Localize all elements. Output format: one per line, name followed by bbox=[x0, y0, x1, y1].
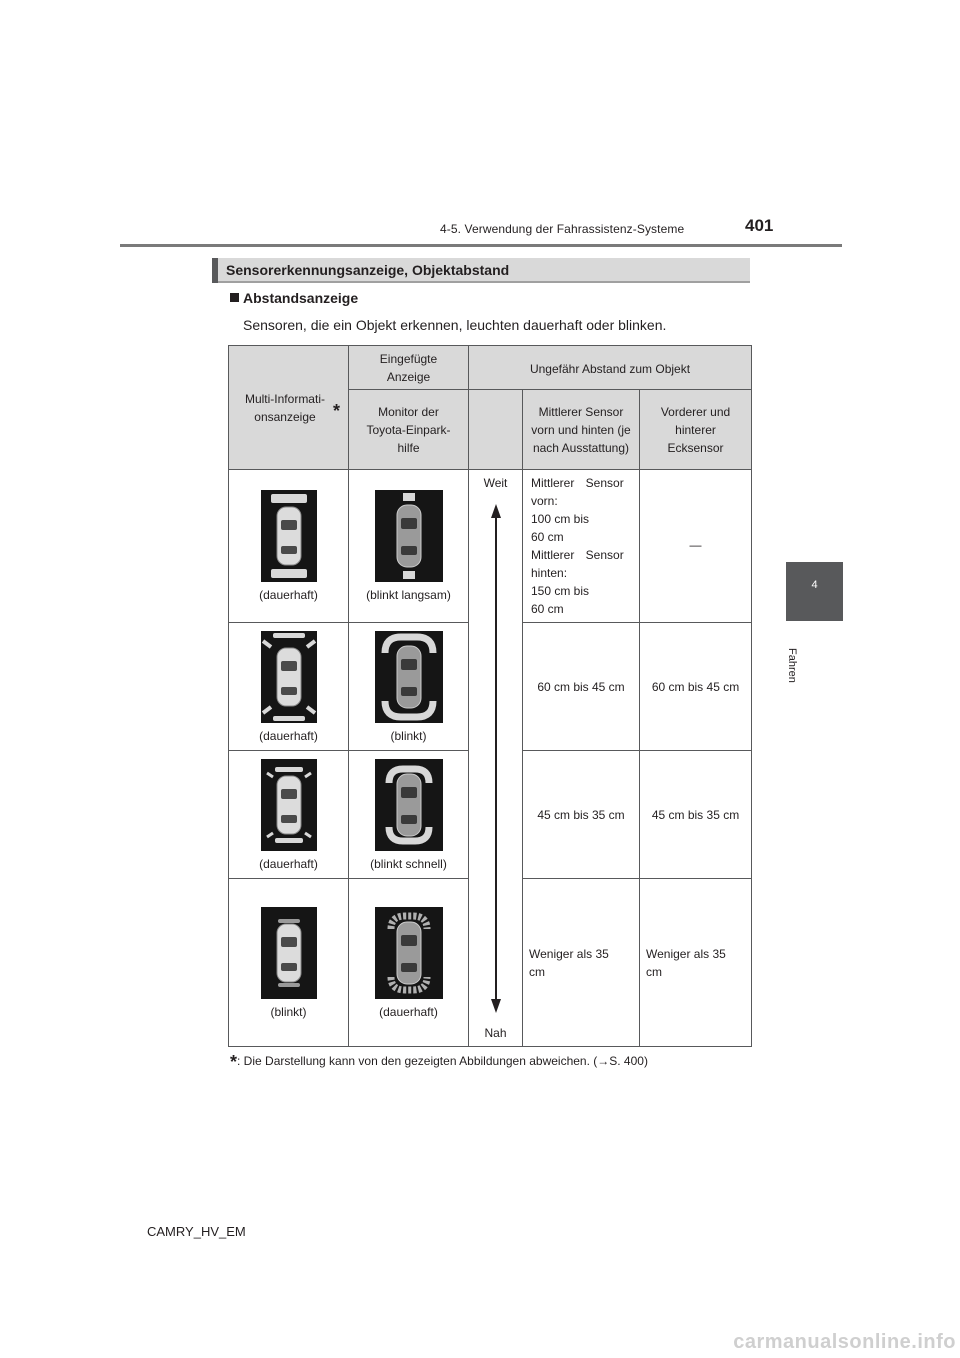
center-line: 150 cm bis bbox=[531, 584, 590, 598]
corner-sensor-cell bbox=[640, 470, 752, 623]
center-line-text: Mittlerer Sensor bbox=[531, 548, 624, 562]
monitor-cell bbox=[349, 623, 469, 751]
distance-arrow-cell bbox=[469, 470, 523, 1047]
center-sensor-cell bbox=[523, 879, 640, 1047]
monitor-cell bbox=[349, 470, 469, 623]
footnote-mark: * bbox=[230, 1052, 238, 1072]
header-rule bbox=[120, 244, 842, 247]
multi-info-cell bbox=[229, 751, 349, 879]
corner-sensor-value: 60 cm bis 45 cm bbox=[651, 679, 740, 694]
multi-info-cell bbox=[229, 879, 349, 1047]
header-arrow-spacer bbox=[469, 390, 523, 470]
section-title: Sensorerkennungsanzeige, Objektabstand bbox=[226, 262, 510, 278]
header-multi-info-text: Multi-Informati-onsanzeige bbox=[244, 391, 325, 424]
corner-sensor-cell bbox=[640, 623, 752, 751]
header-monitor-text: Monitor der Toyota-Einpark-hilfe bbox=[366, 404, 451, 455]
footnote-text: : Die Darstellung kann von den gezeigten Abbildungen abweichen. (→S. 400) bbox=[237, 1054, 648, 1068]
center-sensor-cell bbox=[523, 470, 640, 623]
multi-info-cell bbox=[229, 623, 349, 751]
corner-sensor-value: 45 cm bis 35 cm bbox=[651, 807, 740, 822]
header-inserted bbox=[349, 346, 469, 390]
car-display-icon bbox=[261, 490, 317, 582]
center-line: hinten: bbox=[531, 566, 568, 580]
monitor-caption: (blinkt schnell) bbox=[370, 856, 447, 871]
multi-info-caption: (dauerhaft) bbox=[259, 856, 318, 871]
center-line-text: Mittlerer Sensor bbox=[531, 476, 624, 490]
header-distance bbox=[469, 346, 752, 390]
section-bar bbox=[212, 258, 750, 283]
running-header: 4-5. Verwendung der Fahrassistenz-Systeme bbox=[440, 222, 685, 236]
corner-dash: — bbox=[689, 538, 702, 552]
header-distance-text: Ungefähr Abstand zum Objekt bbox=[529, 362, 691, 376]
center-line: 60 cm bbox=[531, 530, 564, 544]
footnote-mark: * bbox=[332, 400, 340, 421]
center-line bbox=[531, 546, 631, 564]
near-label: Nah bbox=[484, 1026, 507, 1040]
center-line bbox=[531, 474, 631, 492]
car-monitor-icon bbox=[375, 759, 443, 851]
subheading bbox=[230, 290, 358, 306]
model-code: CAMRY_HV_EM bbox=[147, 1224, 246, 1239]
footnote bbox=[230, 1052, 648, 1073]
car-display-icon bbox=[261, 759, 317, 851]
multi-info-caption: (blinkt) bbox=[270, 1004, 307, 1019]
header-inserted-text: Eingefügte Anzeige bbox=[379, 351, 438, 384]
page-number: 401 bbox=[745, 216, 774, 235]
multi-info-caption: (dauerhaft) bbox=[259, 588, 318, 602]
header-corner-sensor bbox=[640, 390, 752, 470]
description: Sensoren, die ein Objekt erkennen, leuchten dauerhaft oder blinken. bbox=[243, 317, 667, 333]
center-line: 100 cm bis bbox=[531, 512, 590, 526]
center-line: vorn: bbox=[531, 494, 558, 508]
center-sensor-cell bbox=[523, 751, 640, 879]
header-multi-info bbox=[229, 346, 349, 470]
header-center-sensor bbox=[523, 390, 640, 470]
corner-sensor-value: Weniger als 35 cm bbox=[646, 946, 726, 979]
header-center-sensor-text: Mittlerer Sensor vorn und hinten (je nach Ausstattung) bbox=[531, 404, 631, 455]
multi-info-cell bbox=[229, 470, 349, 623]
chapter-label: Fahren bbox=[786, 648, 798, 683]
monitor-cell bbox=[349, 751, 469, 879]
watermark: carmanualsonline.info bbox=[733, 1331, 956, 1353]
monitor-cell bbox=[349, 879, 469, 1047]
monitor-caption: (dauerhaft) bbox=[379, 1004, 438, 1019]
distance-table bbox=[228, 345, 752, 1047]
corner-sensor-cell bbox=[640, 751, 752, 879]
bullet-square-icon bbox=[230, 293, 239, 302]
header-monitor bbox=[349, 390, 469, 470]
car-display-icon bbox=[261, 907, 317, 999]
header-corner-sensor-text: Vorderer und hinterer Ecksensor bbox=[660, 404, 731, 455]
car-monitor-icon bbox=[375, 490, 443, 582]
monitor-caption: (blinkt langsam) bbox=[366, 588, 451, 602]
center-sensor-value: Weniger als 35 cm bbox=[529, 946, 609, 979]
car-display-icon bbox=[261, 631, 317, 723]
section-accent bbox=[212, 258, 218, 283]
center-sensor-value: 60 cm bis 45 cm bbox=[537, 679, 625, 694]
distance-arrow-icon bbox=[469, 470, 523, 1044]
center-sensor-value: 45 cm bis 35 cm bbox=[537, 807, 625, 822]
far-label: Weit bbox=[483, 476, 508, 490]
car-monitor-icon bbox=[375, 631, 443, 723]
center-line: 60 cm bbox=[531, 602, 564, 616]
car-monitor-icon bbox=[375, 907, 443, 999]
chapter-tab[interactable]: 4 bbox=[786, 562, 843, 621]
subheading-text: Abstandsanzeige bbox=[243, 290, 359, 306]
monitor-caption: (blinkt) bbox=[390, 728, 427, 743]
center-sensor-cell bbox=[523, 623, 640, 751]
multi-info-caption: (dauerhaft) bbox=[259, 728, 318, 743]
corner-sensor-cell bbox=[640, 879, 752, 1047]
